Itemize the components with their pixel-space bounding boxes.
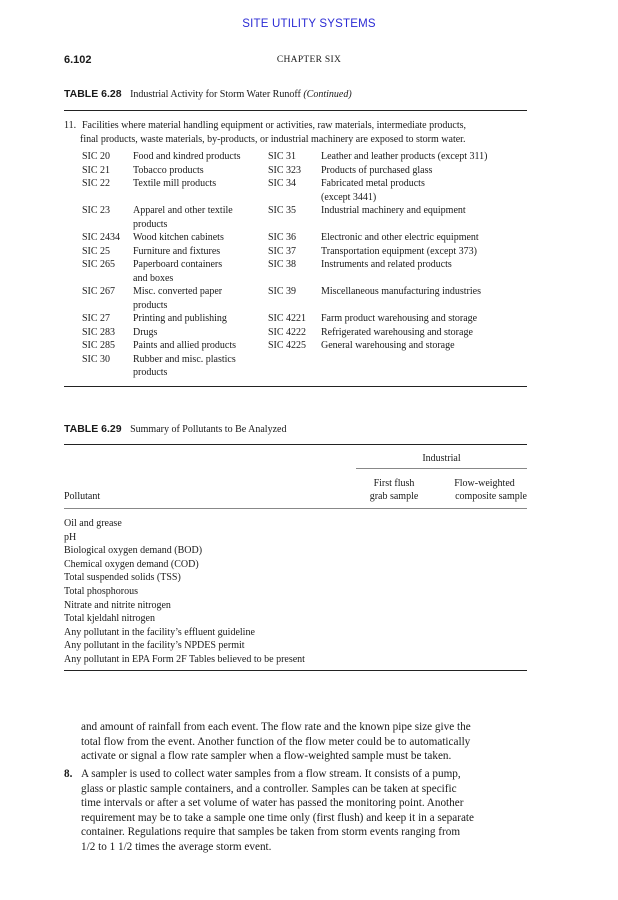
pollutant-row: Any pollutant in the facility’s NPDES permit [64, 640, 245, 652]
sic-description: Tobacco products [133, 164, 204, 176]
table-6-29-label: TABLE 6.29 [64, 423, 122, 435]
sic-description: Products of purchased glass [321, 164, 433, 176]
sic-description: Wood kitchen cabinets [133, 232, 224, 243]
pollutant-row: Any pollutant in the facility’s effluent guideline [64, 626, 255, 638]
sic-code: SIC 36 [268, 232, 297, 243]
sic-description: Fabricated metal products [321, 178, 425, 189]
sic-code: SIC 2434 [82, 232, 121, 243]
page-number: 6.102 [64, 54, 92, 66]
sic-code: SIC 283 [82, 326, 116, 338]
sic-description: products [133, 299, 168, 311]
item-line: time intervals or after a set volume of water has passed the monitoring point. Another [81, 797, 464, 810]
sic-code: SIC 30 [82, 353, 111, 365]
sic-description: Rubber and misc. plastics [133, 353, 236, 365]
sic-description: Paints and allied products [133, 340, 237, 351]
col-first-flush [356, 477, 432, 503]
pollutant-row: pH [64, 531, 77, 543]
col-first-flush-line-1: First flush [373, 478, 415, 489]
sic-description: Furniture and fixtures [133, 245, 221, 257]
pollutant-row: Nitrate and nitrite nitrogen [64, 599, 171, 611]
sic-description: Drugs [133, 326, 158, 338]
sic-description: Leather and leather products (except 311) [321, 151, 488, 162]
body-line: and amount of rainfall from each event. The flow rate and the known pipe size give the [81, 721, 471, 733]
sic-description: Apparel and other textile [133, 205, 233, 216]
list-item-8 [64, 767, 527, 855]
pollutant-row: Any pollutant in EPA Form 2F Tables believed to be present [64, 653, 305, 665]
sic-description: Instruments and related products [321, 259, 452, 270]
sic-code: SIC 22 [82, 178, 111, 189]
item-line: A sampler is used to collect water samples from a flow stream. It consists of a pump, [81, 768, 461, 780]
sic-code: SIC 4221 [268, 313, 307, 324]
body-line: activate or signal a flow rate sampler when a flow-weighted sample must be taken. [81, 750, 452, 763]
sic-description: Refrigerated warehousing and storage [321, 326, 473, 338]
intro-line-1: Facilities where material handling equipment or activities, raw materials, intermediate products, [82, 120, 467, 131]
sic-description: Transportation equipment (except 373) [321, 245, 477, 257]
item-line: container. Regulations require that samples be taken from storm events ranging from [81, 826, 461, 839]
sic-code: SIC 4225 [268, 340, 307, 351]
sic-code: SIC 27 [82, 313, 111, 324]
table-6-28-intro [64, 119, 527, 146]
sic-description: Food and kindred products [133, 151, 241, 162]
table-6-28-bottom-rule [64, 386, 527, 387]
item-line: 1/2 to 1 1/2 times the average storm event. [81, 840, 272, 853]
table-6-29-bottom-rule [64, 670, 527, 671]
sic-description: Electronic and other electric equipment [321, 232, 479, 243]
sic-code: SIC 34 [268, 178, 297, 189]
item-line: glass or plastic sample containers, and a controller. Samples can be taken at specific [81, 782, 457, 795]
pollutant-row: Total kjeldahl nitrogen [64, 613, 155, 625]
table-6-29-caption [64, 423, 286, 435]
col-flow-weighted [436, 477, 527, 503]
sic-code: SIC 20 [82, 151, 111, 162]
pollutant-row: Biological oxygen demand (BOD) [64, 545, 203, 557]
sic-description: and boxes [133, 272, 174, 284]
pollutant-row: Oil and grease [64, 518, 122, 529]
sic-description: Miscellaneous manufacturing industries [321, 286, 481, 297]
sic-description: General warehousing and storage [321, 340, 455, 351]
table-6-28-title: Industrial Activity for Storm Water Runoff [130, 89, 301, 100]
sic-description: Industrial machinery and equipment [321, 205, 466, 216]
sic-description: (except 3441) [321, 191, 377, 203]
intro-number: 11. [64, 120, 77, 131]
pollutant-list [64, 517, 305, 667]
table-6-28-label: TABLE 6.28 [64, 88, 122, 100]
sic-description: Printing and publishing [133, 313, 227, 324]
col-flow-weighted-line-1: Flow-weighted [454, 478, 515, 489]
sic-description: Misc. converted paper [133, 286, 223, 297]
pollutant-row: Total suspended solids (TSS) [64, 572, 181, 584]
industrial-group-rule [356, 468, 527, 469]
item-number: 8. [64, 768, 73, 780]
sic-code: SIC 35 [268, 205, 297, 216]
sic-code: SIC 37 [268, 245, 297, 257]
item-line: requirement may be to take a sample one time only (first flush) and keep it in a separate [81, 811, 474, 824]
table-6-29-title: Summary of Pollutants to Be Analyzed [130, 424, 287, 435]
table-6-28-continued: (Continued) [303, 89, 352, 100]
col-pollutant: Pollutant [64, 491, 101, 502]
pollutant-row: Total phosphorous [64, 585, 139, 597]
sic-description: Paperboard containers [133, 259, 223, 270]
running-header: SITE UTILITY SYSTEMS [242, 18, 376, 30]
sic-code: SIC 323 [268, 164, 302, 176]
sic-code: SIC 38 [268, 259, 297, 270]
body-line: total flow from the event. Another function of the flow meter could be to automatically [81, 735, 471, 748]
table-6-28-top-rule [64, 110, 527, 111]
sic-description: Farm product warehousing and storage [321, 313, 478, 324]
col-first-flush-line-2: grab sample [369, 491, 419, 502]
pollutant-row: Chemical oxygen demand (COD) [64, 558, 199, 570]
chapter-title: CHAPTER SIX [276, 55, 342, 65]
body-paragraph [81, 720, 527, 764]
sic-code: SIC 267 [82, 286, 116, 297]
sic-code: SIC 285 [82, 340, 116, 351]
col-flow-weighted-line-2: composite sample [455, 491, 527, 502]
sic-code: SIC 265 [82, 259, 116, 270]
sic-description: products [133, 367, 168, 378]
sic-code: SIC 4222 [268, 326, 307, 338]
table-6-29-top-rule [64, 444, 527, 445]
table-6-28-caption [64, 88, 352, 100]
sic-code: SIC 23 [82, 205, 111, 216]
sic-description: Textile mill products [133, 178, 217, 189]
intro-line-2: final products, waste materials, by-products, or industrial machinery are exposed to storm water. [80, 133, 466, 145]
sic-code: SIC 21 [82, 164, 111, 176]
industrial-group-header: Industrial [422, 453, 461, 464]
sic-code: SIC 39 [268, 286, 297, 297]
table-6-29-header-rule [64, 508, 527, 509]
sic-description: products [133, 218, 168, 230]
sic-code: SIC 31 [268, 151, 297, 162]
sic-code: SIC 25 [82, 245, 111, 257]
